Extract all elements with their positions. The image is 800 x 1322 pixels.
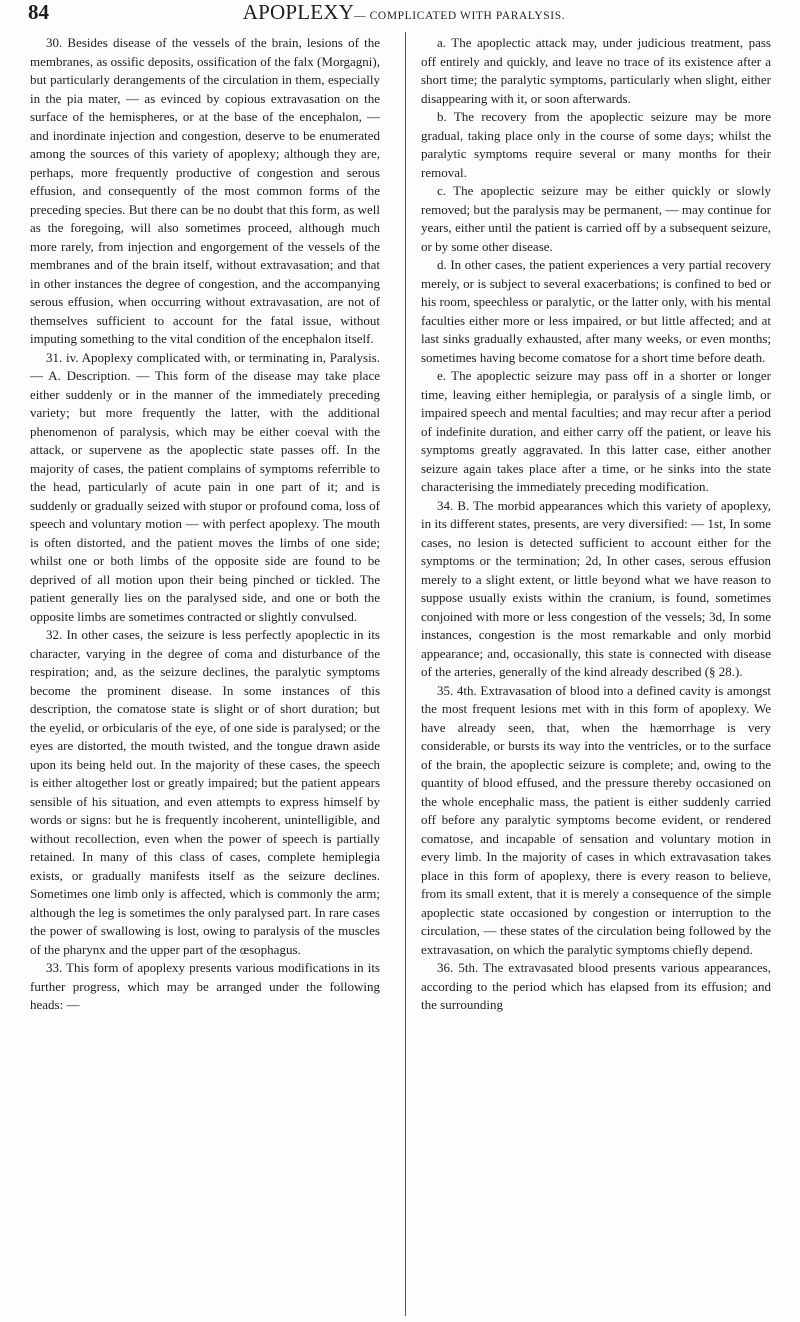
paragraph-31: 31. iv. Apoplexy complicated with, or terminating in, Paralysis. — A. Description. — This form of the disease may take place either suddenly or in the manner of the immediately preceding variety; but more frequently the latter, with the additional phenomenon of paralysis, which may be either coeval with the attack, or supervene as the apoplectic state passes off. In the majority of cases, the patient complains of symptoms referrible to the head, particularly of acute pain in one part of it; and is suddenly or gradually seized with stupor or profound coma, loss of speech and voluntary motion — with perfect apoplexy. The mouth is often distorted, and the patient moves the limbs of one side; whilst one or both limbs of the opposite side are found to be deprived of all motion upon their being pinched or tickled. The patient generally lies on the paralysed side, and one or both the opposite limbs are sometimes contracted or slightly convulsed. bbox=[30, 349, 380, 624]
paragraph-34: 34. B. The morbid appearances which this variety of apoplexy, in its different states, presents, are very diversified: — 1st, In some cases, no lesion is detected sufficient to account either for the symptoms or the termination; 2d, In other cases, serous effusion merely to a slight extent, or little beyond what we have reason to suppose usually exists within the cranium, is found, sometimes conjoined with more or less congestion of the vessels; 3d, In some instances, congestion is the most remarkable and only morbid appearance; and, occasionally, this state is connected with disease of the arteries, generally of the kind already described (§ 28.). bbox=[421, 497, 771, 679]
paragraph-a: a. The apoplectic attack may, under judicious treatment, pass off entirely and quickly, and leave no trace of its existence after a short time; the paralytic symptoms, particularly when slight, either disappearing with it, or soon afterwards. bbox=[421, 35, 771, 106]
paragraph-d: d. In other cases, the patient experiences a very partial recovery merely, or is subject to several exacerbations; is confined to bed or his room, speechless or paralytic, or the latter only, with his mental faculties either more or less impaired, or but little affected; and at last sinks gradually exhausted, after many weeks, or even months; sometimes having become comatose for a short time before death. bbox=[421, 257, 771, 365]
paragraph-33: 33. This form of apoplexy presents various modifications in its further progress, which may be arranged under the following heads: — bbox=[30, 960, 380, 1012]
paragraph-35: 35. 4th. Extravasation of blood into a defined cavity is amongst the most frequent lesions met with in this form of apoplexy. We have already seen, that, when the hæmorrhage is very considerable, or bursts its way into the ventricles, or to the surface of the brain, the apoplectic seizure is complete; and, owing to the quantity of blood effused, and the pressure thereby occasioned on the whole encephalic mass, the patient is either suddenly carried off before any paralytic symptoms become evident, or rendered comatose, and incapable of sensation and voluntary motion in every limb. In the majority of cases in which extravasation takes place in this form of apoplexy, there is every reason to believe, from its small extent, that it is merely a consequence of the simple apoplectic state occasioned by congestion or interruption to the circulation, — these states of the circulation being followed by the extravasation, on which the paralytic symptoms chiefly depend. bbox=[421, 682, 771, 957]
column-divider bbox=[405, 32, 406, 1316]
right-column bbox=[421, 34, 771, 1316]
page-number: 84 bbox=[28, 0, 49, 24]
running-header bbox=[28, 0, 780, 26]
paragraph-b: b. The recovery from the apoplectic seizure may be more gradual, taking place only in the course of some days; whilst the paralytic symptoms require several or many months for their removal. bbox=[421, 109, 771, 180]
running-title-main: APOPLEXY bbox=[242, 0, 355, 24]
running-title bbox=[28, 0, 780, 25]
paragraph-30: 30. Besides disease of the vessels of the brain, lesions of the membranes, as ossific deposits, ossification of the falx (Morgagni), but particularly derangements of the circulation in them, especially in the pia mater, — as evinced by copious extravasation on the surface of the hemispheres, or at the base of the encephalon, — and inordinate injection and congestion, deserve to be enumerated among the sources of this variety of apoplexy; although they are, perhaps, more frequently productive of congestion and serous effusion, and consequently of the most common forms of the preceding species. But there can be no doubt that this form, as well as the foregoing, will also sometimes proceed, although much more rarely, from injection and engorgement of the vessels of the membranes and of the brain itself, without extravasation; and that in other instances the degree of congestion, and the accompanying serous effusion, when occurring without extravasation, are not of themselves sufficient to account for the fatal issue, without imputing something to the vital condition of the encephalon itself. bbox=[30, 35, 380, 346]
running-title-sub: — COMPLICATED WITH PARALYSIS. bbox=[354, 10, 566, 22]
paragraph-32: 32. In other cases, the seizure is less perfectly apoplectic in its character, varying in the degree of coma and disturbance of the respiration; and, as the seizure declines, the paralytic symptoms become the prominent disease. In some instances of this description, the comatose state is slight or of short duration; but the eyelid, or orbicularis of the eye, of one side is paralysed; or the eyes are distorted, the mouth twisted, and the tongue drawn aside upon its being held out. In the majority of these cases, the speech is either altogether lost or greatly impaired; but the patient appears sensible of his situation, and even attempts to express himself by words or signs: but he is frequently incoherent, unintelligible, and without recollection, even when the power of speech is partially retained. In many of this class of cases, complete hemiplegia exists, or gradually manifests itself as the seizure declines. Sometimes one limb only is affected, which is commonly the arm; although the leg is sometimes the only paralysed part. In rare cases the power of swallowing is lost, owing to paralysis of the muscles of the pharynx and the upper part of the œsophagus. bbox=[30, 627, 380, 957]
paragraph-c: c. The apoplectic seizure may be either quickly or slowly removed; but the paralysis may be permanent, — may continue for years, either until the patient is carried off by a subsequent seizure, or by some other disease. bbox=[421, 183, 771, 254]
paragraph-e: e. The apoplectic seizure may pass off in a shorter or longer time, leaving either hemiplegia, or paralysis of a single limb, or impaired speech and mental faculties; and may recur after a period of indefinite duration, and either carry off the patient, or leave his symptoms greatly aggravated. In this latter case, either another seizure again takes place after a time, or he sinks into the state characterising the immediately preceding modification. bbox=[421, 368, 771, 494]
left-column bbox=[30, 34, 380, 1316]
paragraph-36: 36. 5th. The extravasated blood presents various appearances, according to the period which has elapsed from its effusion; and the surrounding bbox=[421, 960, 771, 1012]
